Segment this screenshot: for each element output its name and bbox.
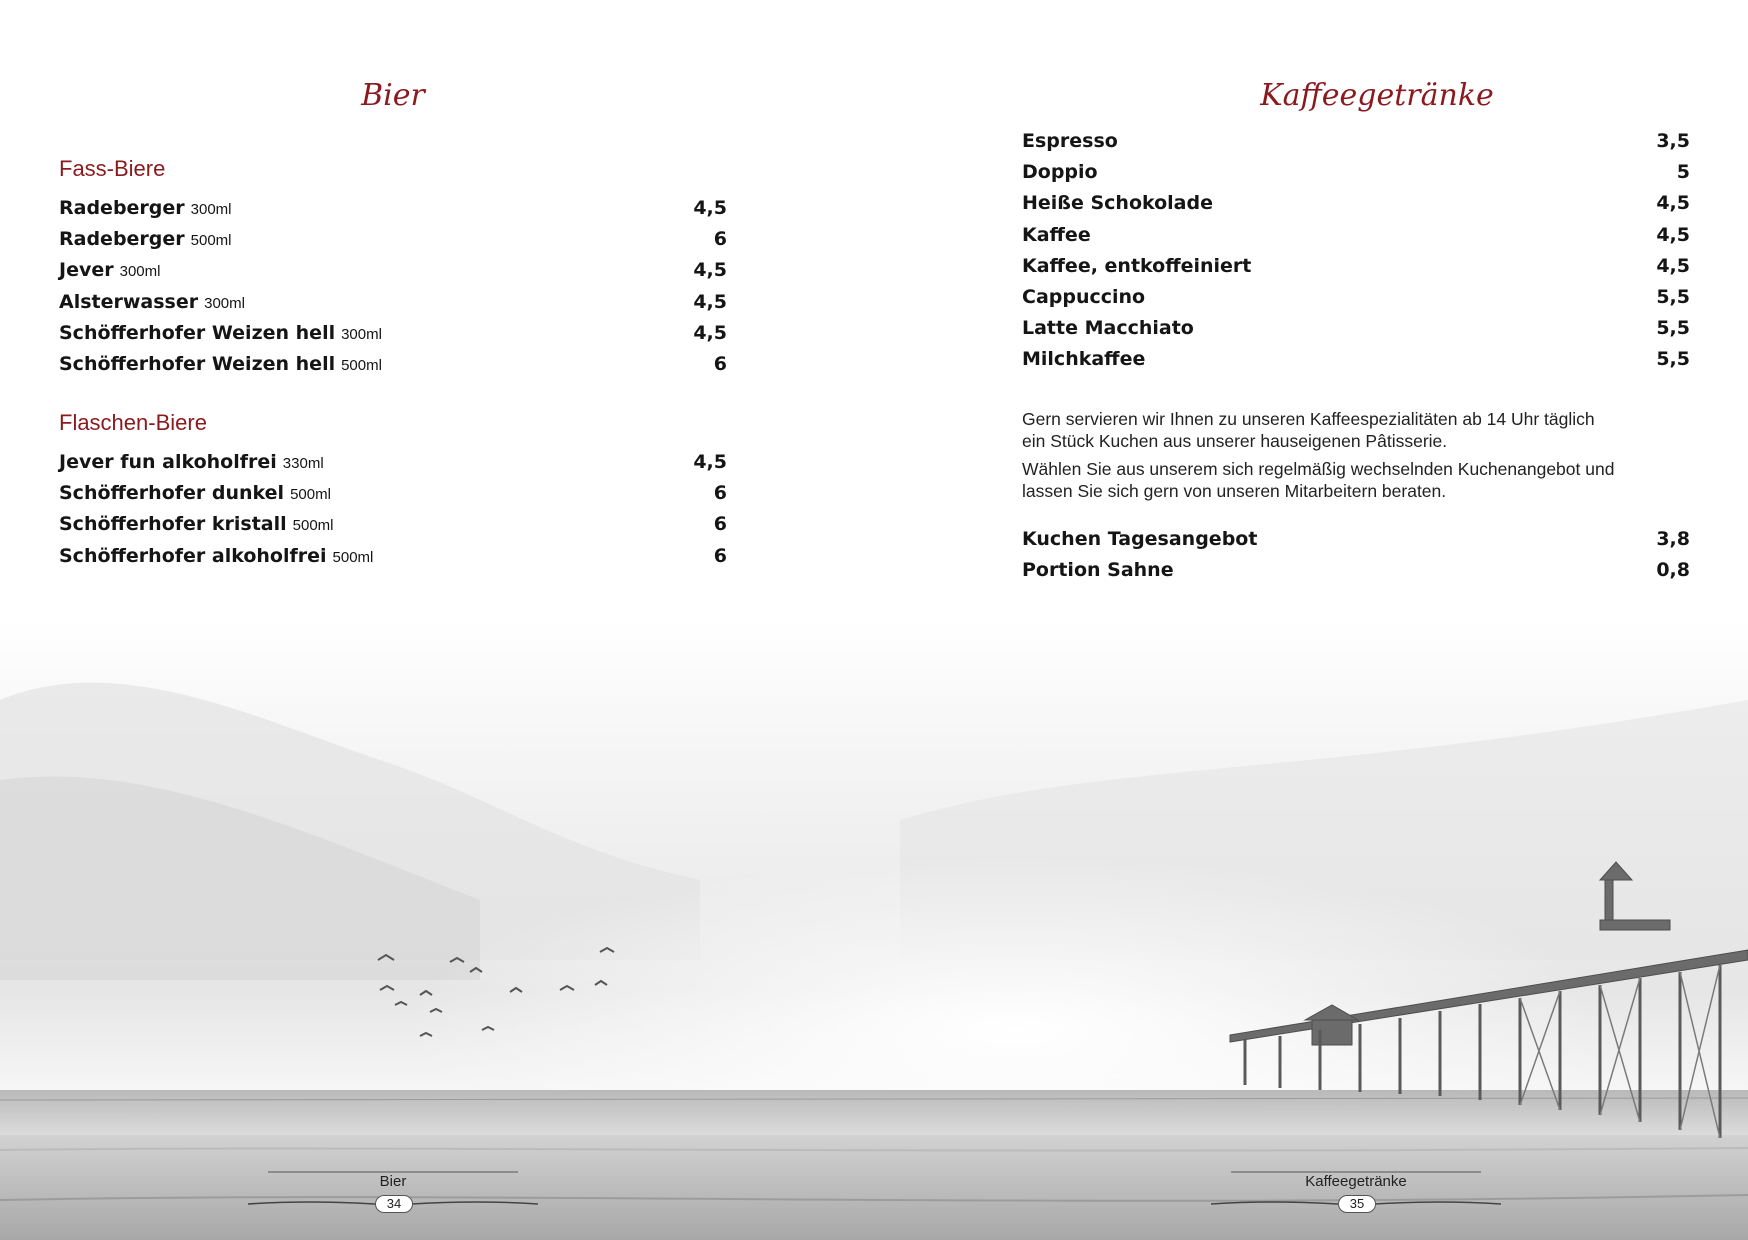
footer-label: Kaffeegetränke (1305, 1173, 1407, 1190)
price: 6 (713, 544, 727, 567)
footer-label: Bier (379, 1173, 407, 1190)
menu-item: Latte Macchiato 5,5 (1022, 317, 1690, 340)
menu-item: Jever 300ml 4,5 (59, 259, 727, 282)
page-footer-left (248, 1170, 538, 1215)
price: 6 (713, 482, 727, 505)
menu-item: Heiße Schokolade 4,5 (1022, 192, 1690, 215)
menu-item: Kaffee, entkoffeiniert 4,5 (1022, 254, 1690, 277)
fass-biere-list (59, 197, 727, 384)
price: 4,5 (693, 451, 727, 473)
menu-item: Schöfferhofer Weizen hell 300ml 4,5 (59, 321, 727, 344)
menu-item: Schöfferhofer kristall 500ml 6 (59, 513, 727, 536)
flaschen-biere-list (59, 451, 727, 576)
price: 4,5 (1656, 254, 1690, 277)
price: 4,5 (693, 321, 727, 344)
menu-item: Schöfferhofer dunkel 500ml 6 (59, 482, 727, 505)
price: 5,5 (1656, 317, 1690, 340)
price: 6 (713, 228, 727, 251)
page-number: 34 (375, 1195, 413, 1213)
page-title-bier: Bier (361, 78, 425, 113)
menu-item: Kaffee 4,5 (1022, 223, 1690, 246)
price: 3,8 (1656, 528, 1690, 550)
coffee-list (1022, 130, 1690, 380)
cake-note: Gern servieren wir Ihnen zu unseren Kaffeespezialitäten ab 14 Uhr täglich ein Stück Kuchen aus unserer hauseigenen Pâtisserie. Wählen Sie aus unserem sich regelmäßig wechselnden Kuchenangebot und lassen Sie sich gern von unseren Mitarbeitern beraten. (1022, 409, 1615, 501)
menu-item: Alsterwasser 300ml 4,5 (59, 290, 727, 313)
menu-item: Jever fun alkoholfrei 330ml 4,5 (59, 451, 727, 473)
menu-item: Milchkaffee 5,5 (1022, 348, 1690, 371)
page-footer-right (1211, 1170, 1501, 1215)
cake-list (1022, 528, 1690, 590)
price: 4,5 (693, 290, 727, 313)
page-number: 35 (1338, 1195, 1376, 1213)
price: 5,5 (1656, 285, 1690, 308)
price: 5 (1676, 161, 1690, 184)
price: 4,5 (693, 197, 727, 219)
menu-item: Cappuccino 5,5 (1022, 285, 1690, 308)
price: 4,5 (693, 259, 727, 282)
group-heading-fass-biere: Fass-Biere (59, 156, 166, 181)
menu-item: Schöfferhofer Weizen hell 500ml 6 (59, 352, 727, 375)
price: 6 (713, 513, 727, 536)
menu-item: Espresso 3,5 (1022, 130, 1690, 152)
group-heading-flaschen-biere: Flaschen-Biere (59, 410, 207, 435)
menu-item: Schöfferhofer alkoholfrei 500ml 6 (59, 544, 727, 567)
menu-item: Kuchen Tagesangebot 3,8 (1022, 528, 1690, 550)
price: 3,5 (1656, 130, 1690, 152)
price: 5,5 (1656, 348, 1690, 371)
price: 0,8 (1656, 559, 1690, 582)
price: 4,5 (1656, 192, 1690, 215)
price: 6 (713, 352, 727, 375)
menu-item: Doppio 5 (1022, 161, 1690, 184)
menu-item: Radeberger 300ml 4,5 (59, 197, 727, 219)
menu-item: Radeberger 500ml 6 (59, 228, 727, 251)
page-title-kaffeegetraenke: Kaffeegetränke (1260, 78, 1494, 113)
menu-item: Portion Sahne 0,8 (1022, 559, 1690, 582)
price: 4,5 (1656, 223, 1690, 246)
